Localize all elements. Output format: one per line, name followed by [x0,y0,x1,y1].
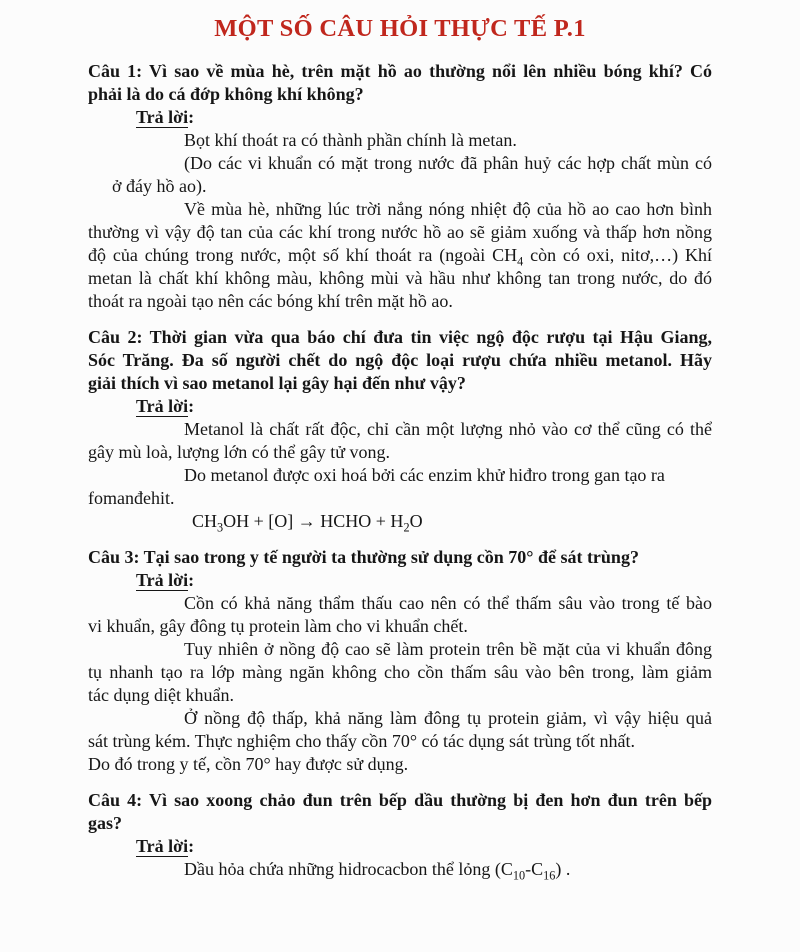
section-cau-2 [88,326,712,533]
answer-label-colon: : [188,107,195,127]
answer-label-text: Trả lời [136,396,189,416]
question-line: gas? [88,813,123,833]
answer-label [88,106,712,129]
answer-line: (Do các vi khuẩn có mặt trong nước đã phân huỷ các hợp chất mùn có [184,153,712,173]
answer-line: metan là chất khí không màu, không mùi và hầu như không tan trong nước, do đó [88,268,712,288]
answer-line: Tuy nhiên ở nồng độ cao sẽ làm protein trên bề mặt của vi khuẩn đông [184,639,712,659]
answer-line: gây mù loà, lượng lớn có thể gây tử vong. [88,442,391,462]
chemical-formula: $CH_3OH + [O]$ → HCHO + $H_2O$ [192,511,423,535]
answer-line: Ở nồng độ thấp, khả năng làm đông tụ protein giảm, vì vậy hiệu quả [184,708,712,728]
section-cau-3 [88,546,712,776]
question-line: phải là do cá đớp không khí không? [88,84,364,104]
answer-label-text: Trả lời [136,107,189,127]
answer-label-text: Trả lời [136,570,189,590]
section-cau-4 [88,789,712,881]
question-line: Câu 3: Tại sao trong y tế người ta thường sử dụng cồn 70° để sát trùng? [88,547,639,567]
question-line: Câu 2: Thời gian vừa qua báo chí đưa tin việc ngộ độc rượu tại Hậu Giang, [88,327,712,347]
answer-line: Do metanol được oxi hoá bởi các enzim khử hiđro trong gan tạo ra [184,465,665,485]
answer-line: Dầu hỏa chứa những hidrocacbon thể lỏng $(C_{10}-C_{16})$ . [184,859,571,883]
section-cau-1 [88,60,712,313]
answer-line: Do đó trong y tế, cồn 70° hay được sử dụng. [88,754,409,774]
answer-label-colon: : [188,836,195,856]
answer-line: thoát ra ngoài tạo nên các bóng khí trên mặt hồ ao. [88,291,453,311]
answer-line: tụ nhanh tạo ra lớp màng ngăn không cho cồn thấm sâu vào bên trong, làm giảm [88,662,712,682]
answer-label-colon: : [188,570,195,590]
answer-label-colon: : [188,396,195,416]
answer-label [88,835,712,858]
answer-line: ở đáy hồ ao). [112,176,207,196]
question-line: Câu 4: Vì sao xoong chảo đun trên bếp dầu thường bị đen hơn đun trên bếp [88,790,712,810]
answer-label [88,395,712,418]
page-title: MỘT SỐ CÂU HỎI THỰC TẾ P.1 [214,15,586,42]
question-line: giải thích vì sao metanol lại gây hại đến như vậy? [88,373,466,393]
answer-line: Cồn có khả năng thẩm thấu cao nên có thể thấm sâu vào trong tế bào [184,593,712,613]
answer-line: sát trùng kém. Thực nghiệm cho thấy cồn 70° có tác dụng sát trùng tốt nhất. [88,731,636,751]
answer-line: thường vì vậy độ tan của các khí trong nước hồ ao sẽ giảm xuống và thấp hơn nồng [88,222,712,242]
answer-line: tác dụng diệt khuẩn. [88,685,234,705]
answer-line: Về mùa hè, những lúc trời nắng nóng nhiệt độ của hồ ao cao hơn bình [184,199,712,219]
answer-line: Metanol là chất rất độc, chỉ cần một lượng nhỏ vào cơ thể cũng có thể [184,419,712,439]
answer-label [88,569,712,592]
answer-line: độ của chúng trong nước, một số khí thoát ra (ngoài $CH_4$ còn có oxi, nitơ,…) Khí [88,245,713,269]
question-line: Câu 1: Vì sao về mùa hè, trên mặt hồ ao thường nổi lên nhiều bóng khí? Có [88,61,712,81]
answer-label-text: Trả lời [136,836,189,856]
question-line: Sóc Trăng. Đa số người chết do ngộ độc loại rượu chứa nhiều metanol. Hãy [88,350,712,370]
answer-line: Bọt khí thoát ra có thành phần chính là metan. [184,130,517,150]
answer-line: vi khuẩn, gây đông tụ protein làm cho vi khuẩn chết. [88,616,468,636]
answer-line: fomanđehit. [88,488,175,508]
